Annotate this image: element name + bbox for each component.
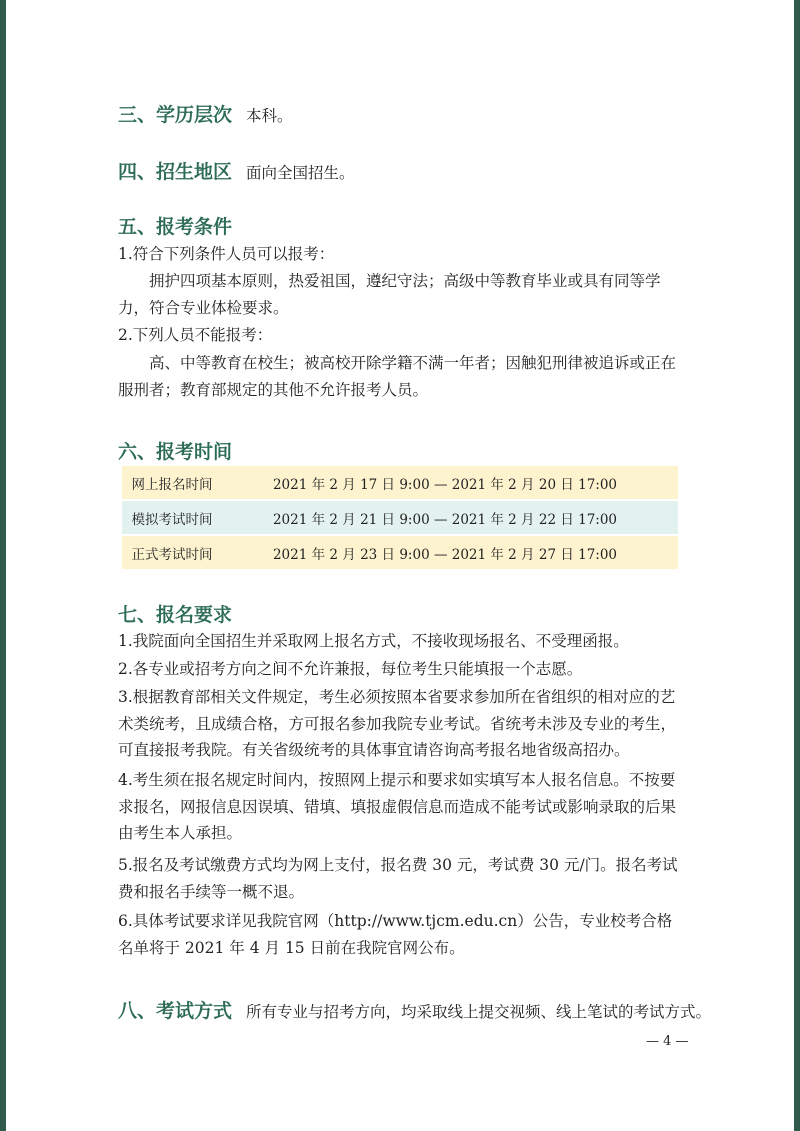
schedule-label: 正式考试时间: [122, 535, 222, 570]
section-8-title: 八、考试方式: [118, 1000, 233, 1022]
table-row: [122, 535, 678, 570]
schedule-value: 2021 年 2 月 17 日 9:00 — 2021 年 2 月 20 日 17:00: [222, 466, 678, 500]
right-border: [794, 0, 800, 1131]
section-5-item-2-detail: 高、中等教育在校生；被高校开除学籍不满一年者；因触犯刑律被追诉或正在服刑者；教育部规定的其他不允许报考人员。: [118, 354, 677, 399]
section-8-heading: [118, 996, 711, 1023]
schedule-label: 模拟考试时间: [122, 500, 222, 535]
schedule-value: 2021 年 2 月 23 日 9:00 — 2021 年 2 月 27 日 17:00: [222, 535, 678, 570]
section-7-item-3: 3.根据教育部相关文件规定，考生必须按照本省要求参加所在省组织的相对应的艺术类统考，且成绩合格，方可报名参加我院专业考试。省统考未涉及专业的考生，可直接报考我院。有关省级统考的具体事宜请咨询高考报名地省级高招办。: [118, 688, 677, 759]
section-5-item-1: 1.符合下列条件人员可以报考：: [118, 245, 335, 263]
section-5-item-1-detail: 拥护四项基本原则，热爱祖国，遵纪守法；高级中等教育毕业或具有同等学力，符合专业体检要求。: [118, 272, 661, 317]
table-row: [122, 500, 678, 535]
section-4-text: 面向全国招生。: [246, 164, 355, 182]
section-3-title: 三、学历层次: [118, 104, 233, 126]
section-7-item-4: 4.考生须在报名规定时间内，按照网上提示和要求如实填写本人报名信息。不按要求报名，网报信息因误填、错填、填报虚假信息而造成不能考试或影响录取的后果由考生本人承担。: [118, 771, 677, 842]
section-7-item-6: 6.具体考试要求详见我院官网（http://www.tjcm.edu.cn）公告，专业校考合格名单将于 2021 年 4 月 15 日前在我院官网公布。: [118, 912, 673, 957]
section-3-text: 本科。: [246, 107, 293, 125]
table-row: [122, 466, 678, 500]
section-7-item-5: 5.报名及考试缴费方式均为网上支付，报名费 30 元，考试费 30 元/门。报名考试费和报名手续等一概不退。: [118, 856, 678, 901]
section-5-heading: 五、报考条件: [118, 216, 233, 238]
schedule-label: 网上报名时间: [122, 466, 222, 500]
page-number: — 4 —: [646, 1034, 689, 1049]
schedule-value: 2021 年 2 月 21 日 9:00 — 2021 年 2 月 22 日 17:00: [222, 500, 678, 535]
section-4-heading: [118, 157, 355, 184]
section-4-title: 四、招生地区: [118, 161, 233, 183]
section-5-item-2: 2.下列人员不能报考：: [118, 326, 273, 344]
section-7-item-2: 2.各专业或招考方向之间不允许兼报，每位考生只能填报一个志愿。: [118, 660, 583, 678]
section-8-text: 所有专业与招考方向，均采取线上提交视频、线上笔试的考试方式。: [246, 1003, 712, 1021]
section-6-heading: 六、报考时间: [118, 441, 233, 463]
section-7-item-1: 1.我院面向全国招生并采取网上报名方式，不接收现场报名、不受理函报。: [118, 632, 629, 650]
section-3-heading: [118, 100, 293, 127]
section-7-heading: 七、报名要求: [118, 604, 233, 626]
schedule-table: [122, 466, 678, 571]
left-border: [0, 0, 6, 1131]
